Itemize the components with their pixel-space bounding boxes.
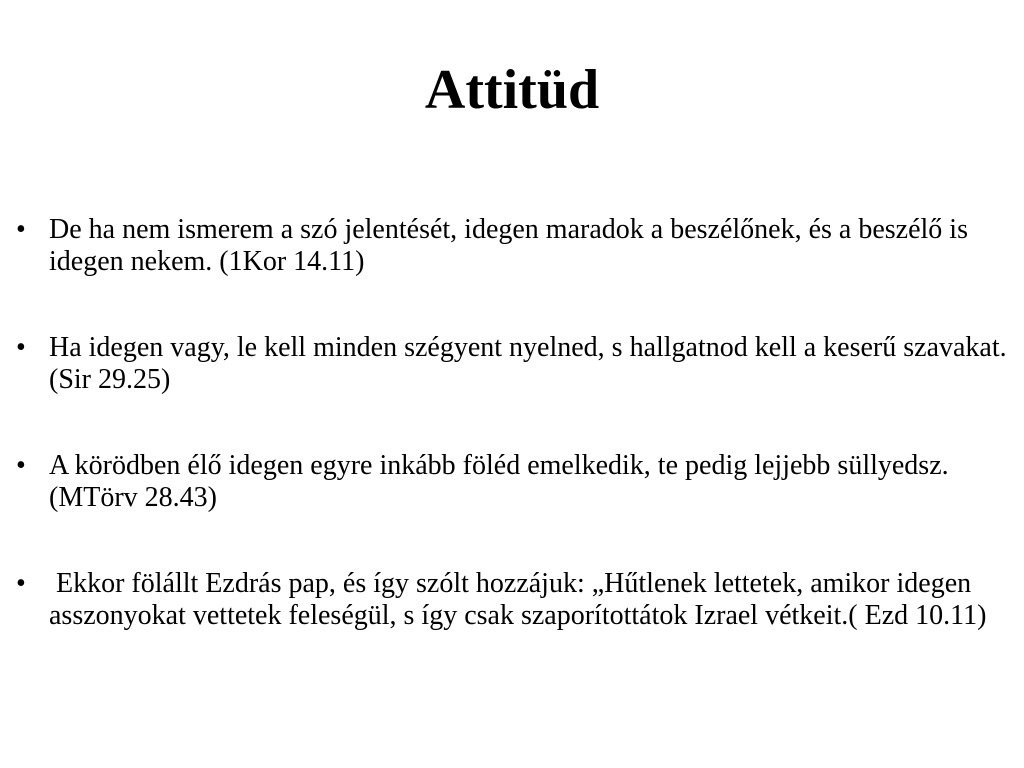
bullet-text: Ha idegen vagy, le kell minden szégyent nyelned, s hallgatnod kell a keserű szavakat. (Sir 29.25)	[49, 332, 1007, 395]
bullet-text: A körödben élő idegen egyre inkább föléd emelkedik, te pedig lejjebb süllyedsz. (MTörv 28.43)	[49, 450, 949, 513]
bullet-item	[16, 332, 1012, 396]
bullet-text: Ekkor fölállt Ezdrás pap, és így szólt hozzájuk: „Hűtlenek lettetek, amikor idegen asszonyokat vettetek feleségül, s így csak szaporítottátok Izrael vétkeit.( Ezd 10.11)	[49, 568, 987, 631]
bullet-item	[16, 568, 1012, 632]
bullet-dot-icon: •	[16, 450, 26, 481]
bullet-item	[16, 450, 1012, 514]
slide-title: Attitüd	[424, 59, 600, 121]
bullet-item	[16, 214, 1012, 278]
bullet-dot-icon: •	[16, 214, 26, 245]
bullet-dot-icon: •	[16, 568, 26, 599]
bullet-text: De ha nem ismerem a szó jelentését, idegen maradok a beszélőnek, és a beszélő is idegen nekem. (1Kor 14.11)	[49, 214, 968, 277]
bullet-dot-icon: •	[16, 332, 26, 363]
bullet-list	[16, 214, 1012, 632]
